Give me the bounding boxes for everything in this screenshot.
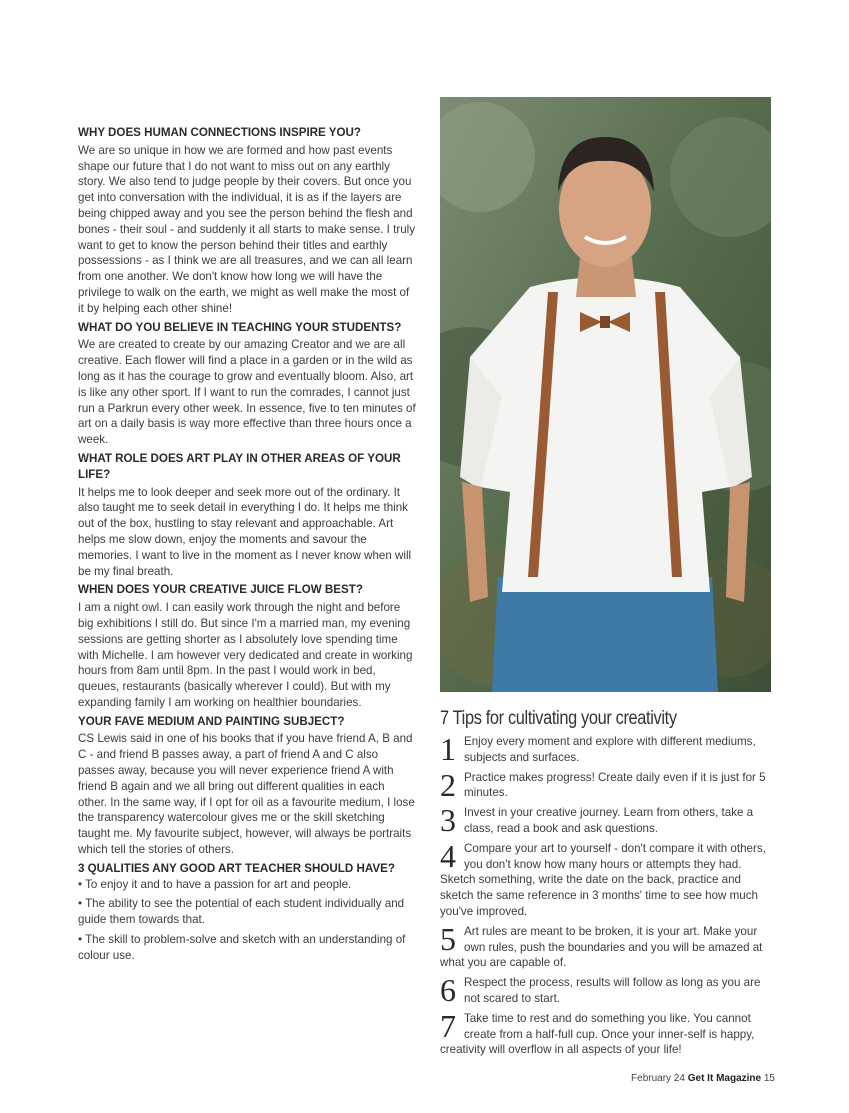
tips-box xyxy=(440,708,770,1062)
section-qualities xyxy=(78,861,416,964)
page-footer xyxy=(631,1073,775,1084)
tips-title: 7 Tips for cultivating your creativity xyxy=(440,708,677,729)
footer-magazine-name: Get It Magazine xyxy=(687,1073,762,1084)
tip-item xyxy=(440,1007,770,1058)
tip-text: Invest in your creative journey. Learn from others, take a class, read a book and ask questions. xyxy=(464,806,754,835)
tip-number: 3 xyxy=(440,802,456,839)
section-creative-juice xyxy=(78,582,416,710)
section-heading: WHEN DOES YOUR CREATIVE JUICE FLOW BEST? xyxy=(78,583,363,597)
quality-bullet: • The skill to problem-solve and sketch with an understanding of colour use. xyxy=(78,933,406,962)
footer-date: February 24 xyxy=(631,1073,685,1084)
tip-number: 2 xyxy=(440,766,456,803)
section-heading: WHAT DO YOU BELIEVE IN TEACHING YOUR STUDENTS? xyxy=(78,320,402,334)
tip-item xyxy=(440,972,770,1009)
tip-item xyxy=(440,802,770,839)
tip-text: Art rules are meant to be broken, it is your art. Make your own rules, push the boundaries and you will be amazed at what you are capable of. xyxy=(440,924,763,970)
tip-text: Enjoy every moment and explore with different mediums, subjects and surfaces. xyxy=(464,735,756,764)
section-body: We are created to create by our amazing Creator and we are all creative. Each flower will find a place in a garden or in the wild as long as it has the courage to grow and eventually bloom. Also, art is like any other sport. If I want to run the comrades, I cannot just run a Parkrun every other week. In essence, five to ten minutes of art on a daily basis is way more effective than three hours once a week. xyxy=(78,338,416,447)
section-body: We are so unique in how we are formed and how past events shape our future that I do not want to miss out on any earthly story. We also tend to judge people by their covers. But once you get into conversation with the individual, it is as if the layers are being chipped away and you see the person behind the flesh and bones - their soul - and suddenly it all starts to make sense. I truly want to get to know the person behind their titles and earthly possessions - as I think we are all treasures, and we can all learn from one another. We don't know how long we will have the privilege to walk on the earth, we might as well make the most of it by helping each other shine! xyxy=(78,143,416,315)
section-body: I am a night owl. I can easily work through the night and before big exhibitions I still do. But since I'm a married man, my evening sessions are getting shorter as I absolutely love spending time with Michelle. I am however very dedicated and create in working hours from 8am until 8pm. In the past I would work in bed, queues, restaurants (basically wherever I could). But with my expanding family I am working on healthier boundaries. xyxy=(78,601,413,709)
section-heading: 3 QUALITIES ANY GOOD ART TEACHER SHOULD HAVE? xyxy=(78,861,395,875)
tip-text: Compare your art to yourself - don't compare it with others, you don't know how many hours or attempts they had. Sketch something, write the date on the back, practice and sketch the same reference in 3 months' time to see how much you've improved. xyxy=(440,841,766,918)
section-heading: YOUR FAVE MEDIUM AND PAINTING SUBJECT? xyxy=(78,714,345,728)
tip-item xyxy=(440,837,770,920)
quality-bullet: • The ability to see the potential of each student individually and guide them towards that. xyxy=(78,897,405,927)
section-human-connections xyxy=(78,125,416,317)
section-art-role xyxy=(78,451,416,579)
tip-text: Practice makes progress! Create daily even if it is just for 5 minutes. xyxy=(464,770,766,800)
section-teaching-students xyxy=(78,320,416,448)
tip-item xyxy=(440,731,770,767)
section-body: CS Lewis said in one of his books that if you have friend A, B and C - and friend B passes away, a part of friend A and C also passes away, because you will never experience friend A with friend B again and we all bring out different qualities in each other. In the same way, if I opt for oil as a favourite medium, I lose the transparency watercolour gives me or the skill sketching taught me. My favourite subject, however, will always be portraits which tell the stories of others. xyxy=(78,732,415,857)
tip-number: 6 xyxy=(440,972,456,1009)
tip-number: 4 xyxy=(440,837,456,874)
tip-item xyxy=(440,766,770,803)
tip-item xyxy=(440,920,770,971)
tip-number: 1 xyxy=(440,731,456,767)
portrait-photo xyxy=(440,97,771,692)
tip-number: 5 xyxy=(440,920,456,957)
section-heading: WHY DOES HUMAN CONNECTIONS INSPIRE YOU? xyxy=(78,126,361,139)
tip-number: 7 xyxy=(440,1007,456,1044)
tip-text: Respect the process, results will follow as long as you are not scared to start. xyxy=(464,976,761,1005)
section-fave-medium xyxy=(78,714,416,858)
section-heading: WHAT ROLE DOES ART PLAY IN OTHER AREAS OF YOUR LIFE? xyxy=(78,451,401,481)
quality-bullet: • To enjoy it and to have a passion for art and people. xyxy=(78,877,352,891)
tip-text: Take time to rest and do something you like. You cannot create from a half-full cup. Once your inner-self is happy, creativity will overflow in all aspects of your life! xyxy=(440,1011,755,1057)
section-body: It helps me to look deeper and seek more out of the ordinary. It also taught me to seek detail in everything I do. It helps me think out of the box, hustling to stay relevant and approachable. Art helps me slow down, enjoy the moments and savour the memories. I want to live in the moment as I never know when will be my final breath. xyxy=(78,485,412,578)
page-number: 15 xyxy=(763,1073,775,1084)
article-column xyxy=(78,125,416,968)
